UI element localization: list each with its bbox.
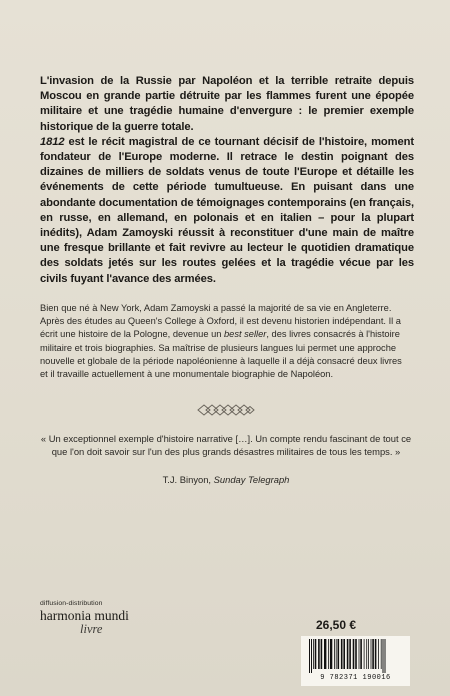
bio-text-1: Bien que né à New York, Adam Zamoyski a passé la majorité de sa vie en Angleterre. Après des études au Queen's College à Oxford, il est devenu historien indépendant. Il a écrit une histoire de la Pologne, devenue un xyxy=(40,303,401,340)
barcode-bar xyxy=(378,639,379,669)
barcode xyxy=(301,636,410,686)
book-title: 1812 xyxy=(40,135,65,148)
publisher-logo: harmonia mundi xyxy=(40,608,129,623)
barcode-bar xyxy=(355,639,357,669)
barcode-bar xyxy=(381,639,382,669)
barcode-bar xyxy=(328,639,329,669)
barcode-bars-icon xyxy=(307,639,404,673)
barcode-bar xyxy=(347,639,349,669)
publisher-logo-sub: livre xyxy=(80,622,103,636)
barcode-bar xyxy=(343,639,345,669)
barcode-bar xyxy=(321,639,323,669)
barcode-bar xyxy=(330,639,332,669)
quote-source: Sunday Telegraph xyxy=(213,474,290,485)
bio-text-2: , des livres consacrés à l'histoire militaire et trois biographies. Sa maîtrise de plusieurs langues lui permet une approche nouvelle et globale de la période napoléonienne à laquelle il a déjà consacré deux livres et il travaille actuellement à une monumentale biographie de Napoléon. xyxy=(40,329,402,380)
quote-author: T.J. Binyon, xyxy=(162,474,214,485)
barcode-bar xyxy=(360,639,362,669)
blurb-paragraph-2-text: est le récit magistral de ce tournant décisif de l'histoire, moment fondateur de l'Europe moderne. Il retrace le destin poignant des dizaines de milliers de soldats venus de toute l'Europe et détaille les événements de cette période tumultueuse. En puisant dans une abondante documentation de témoignages contemporains (en français, en russe, en allemand, en polonais et en italien – pour la plupart inédits), Adam Zamoyski réussit à reconstituer d'une main de maître une fresque brillante et fait revivre au lecteur le quotidien dramatique des soldats jetés sur les routes gelées et la tragédie vécue par les civils fuyant l'avance des armées. xyxy=(40,135,414,285)
bio-best-seller: best seller xyxy=(224,329,267,340)
summary-blurb xyxy=(40,74,414,287)
barcode-bar xyxy=(311,639,312,673)
barcode-bar xyxy=(318,639,320,669)
press-quote xyxy=(40,432,412,459)
barcode-bar xyxy=(371,639,372,669)
barcode-bar xyxy=(385,639,386,673)
barcode-bar xyxy=(353,639,355,669)
barcode-bar xyxy=(315,639,317,669)
barcode-bar xyxy=(359,639,360,669)
isbn-number: 9 782371 190016 xyxy=(320,674,391,682)
barcode-bar xyxy=(338,639,340,669)
barcode-bar xyxy=(375,639,377,669)
barcode-bar xyxy=(334,639,335,669)
barcode-bar xyxy=(349,639,351,669)
barcode-bar xyxy=(341,639,343,669)
quote-text: « Un exceptionnel exemple d'histoire narrative […]. Un compte rendu fascinant de tout ce que l'on doit savoir sur l'un des plus grands désastres militaires de tous les temps. » xyxy=(40,433,412,458)
barcode-bar xyxy=(366,639,367,669)
barcode-bar xyxy=(368,639,369,669)
price-label: 26,50 € xyxy=(316,618,357,632)
distribution-label: diffusion-distribution xyxy=(40,600,103,607)
barcode-bar xyxy=(372,639,374,669)
author-bio xyxy=(40,302,410,381)
publisher-block xyxy=(40,600,140,635)
blurb-paragraph-1: L'invasion de la Russie par Napoléon et la terrible retraite depuis Moscou en grande partie détruite par les flammes furent une épopée militaire et une tragédie humaine d'envergure : le premier exemple historique de la guerre totale. xyxy=(40,75,414,133)
quote-attribution xyxy=(40,474,412,485)
barcode-bar xyxy=(336,639,337,669)
barcode-bar xyxy=(309,639,310,673)
ornament-divider-icon xyxy=(196,403,256,417)
barcode-bar xyxy=(383,639,384,673)
barcode-bar xyxy=(313,639,314,669)
barcode-bar xyxy=(324,639,326,669)
blurb-paragraph-2 xyxy=(40,135,414,287)
barcode-bar xyxy=(364,639,365,669)
